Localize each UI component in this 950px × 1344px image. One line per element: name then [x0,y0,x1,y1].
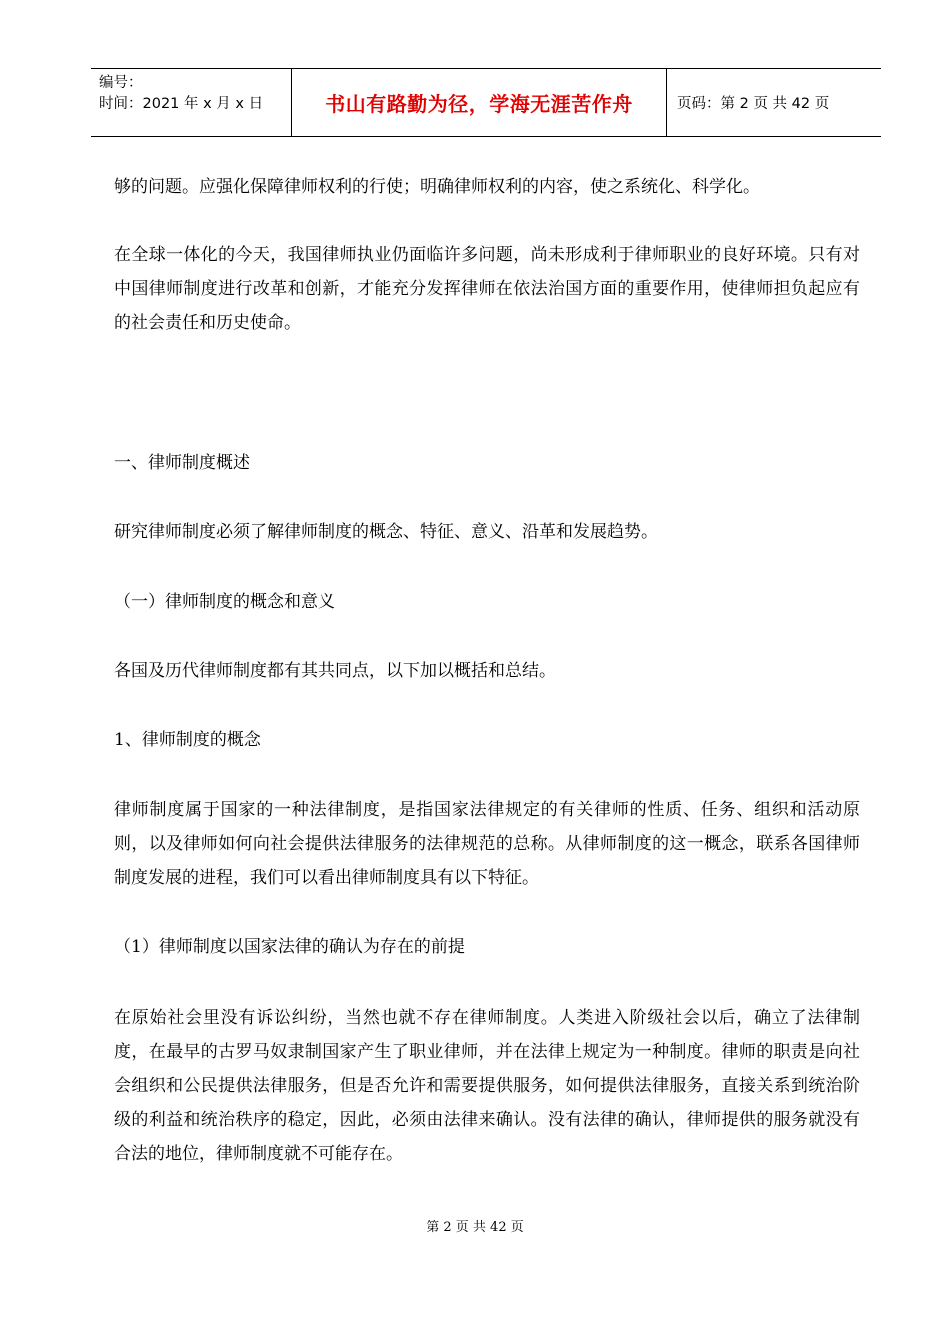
paragraph: 各国及历代律师制度都有其共同点，以下加以概括和总结。 [114,661,556,681]
paragraph-history: 在原始社会里没有诉讼纠纷，当然也就不存在律师制度。人类进入阶级社会以后，确立了法律制度，在最早的古罗马奴隶制国家产生了职业律师，并在法律上规定为一种制度。律师的职责是向社会组织和公民提供法律服务，但是否允许和需要提供服务，如何提供法律服务，直接关系到统治阶级的利益和统治秩序的稳定，因此，必须由法律来确认。没有法律的确认，律师提供的服务就没有合法的地位，律师制度就不可能存在。 [114,1008,860,1164]
number-label: 编号： [99,75,143,91]
paragraph-continuation: 够的问题。应强化保障律师权利的行使；明确律师权利的内容，使之系统化、科学化。 [114,177,760,197]
time-label: 时间：2021 年 x 月 x 日 [99,96,264,112]
subheading: 1、律师制度的概念 [114,730,261,750]
paragraph: 研究律师制度必须了解律师制度的概念、特征、意义、沿革和发展趋势。 [114,522,658,542]
subsection-heading: （一）律师制度的概念和意义 [114,592,335,612]
item-heading: （1）律师制度以国家法律的确认为存在的前提 [114,937,465,957]
page-footer: 第 2 页 共 42 页 [426,1220,524,1235]
header-page-info: 页码：第 2 页 共 42 页 [677,96,830,112]
header-meta [91,69,292,136]
paragraph-definition: 律师制度属于国家的一种法律制度，是指国家法律规定的有关律师的性质、任务、组织和活动原则，以及律师如何向社会提供法律服务的法律规范的总称。从律师制度的这一概念，联系各国律师制度发展的进程，我们可以看出律师制度具有以下特征。 [114,800,860,888]
section-heading: 一、律师制度概述 [114,453,250,473]
paragraph-intro: 在全球一体化的今天，我国律师执业仍面临许多问题，尚未形成利于律师职业的良好环境。只有对中国律师制度进行改革和创新，才能充分发挥律师在依法治国方面的重要作用，使律师担负起应有的社会责任和历史使命。 [114,245,860,333]
page-header [91,68,881,137]
header-motto: 书山有路勤为径，学海无涯苦作舟 [292,69,667,136]
